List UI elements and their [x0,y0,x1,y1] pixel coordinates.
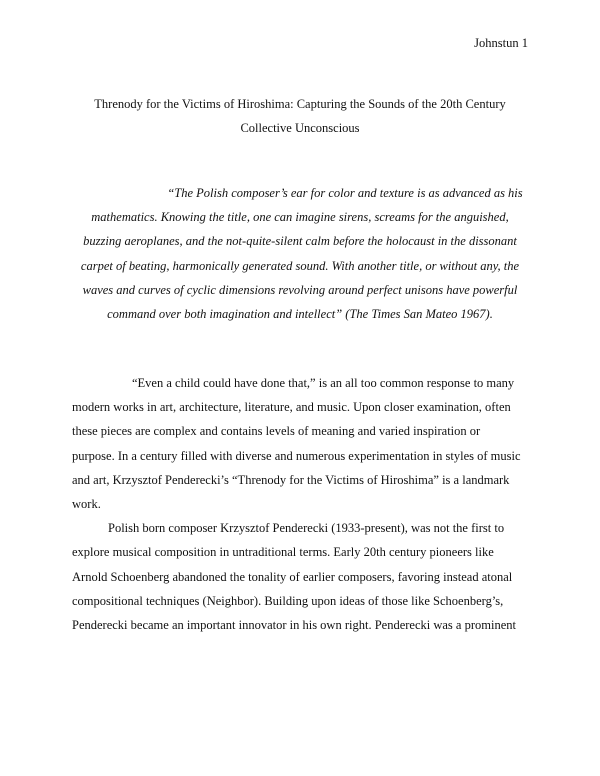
epigraph-line: “The Polish composer’s ear for color and texture is as advanced as his [167,186,523,200]
paper-title [72,92,528,140]
epigraph-line: waves and curves of cyclic dimensions revolving around perfect unisons have powerful [82,282,518,297]
paragraph [72,516,532,637]
paragraph-line: these pieces are complex and contains levels of meaning and varied inspiration or [72,424,481,439]
epigraph-line: carpet of beating, harmonically generated sound. With another title, or without any, the [80,258,520,273]
epigraph-line: command over both imagination and intellect” (The Times San Mateo 1967). [107,307,493,322]
running-head: Johnstun 1 [474,36,528,50]
paragraph-line: purpose. In a century filled with diverse and numerous experimentation in styles of music [72,448,521,463]
paragraph-line: explore musical composition in untraditional terms. Early 20th century pioneers like [72,545,494,560]
epigraph-line: mathematics. Knowing the title, one can imagine sirens, screams for the anguished, [91,210,509,225]
title-line: Collective Unconscious [240,121,360,135]
title-line: Threnody for the Victims of Hiroshima: Capturing the Sounds of the 20th Century [94,97,506,111]
paragraph-line: compositional techniques (Neighbor). Building upon ideas of those like Schoenberg’s, [72,593,504,608]
paragraph-line: Arnold Schoenberg abandoned the tonality of earlier composers, favoring instead atonal [72,569,513,584]
paragraph-line: “Even a child could have done that,” is an all too common response to many [132,376,515,390]
epigraph-quote [72,181,528,326]
paragraph-line: Penderecki became an important innovator in his own right. Penderecki was a prominent [72,618,516,633]
paragraph-line: and art, Krzysztof Penderecki’s “Threnody for the Victims of Hiroshima” is a landmark [72,472,510,487]
body-text [72,371,532,637]
paragraph-line: Polish born composer Krzysztof Penderecki (1933-present), was not the first to [108,521,505,536]
paragraph [72,371,532,516]
paragraph-line: work. [72,497,101,512]
paragraph-line: modern works in art, architecture, literature, and music. Upon closer examination, often [72,400,511,415]
epigraph-line: buzzing aeroplanes, and the not-quite-silent calm before the holocaust in the dissonant [83,234,517,249]
